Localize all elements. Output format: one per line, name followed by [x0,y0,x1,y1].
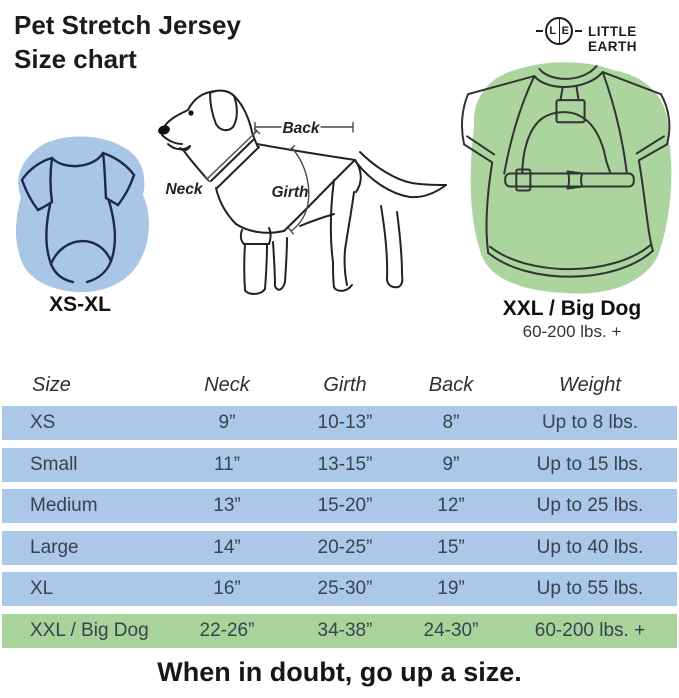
cell-neck: 9” [218,412,236,433]
cell-back: 12” [437,495,465,516]
logo-right-dash [575,30,582,32]
cell-size: Large [30,537,79,558]
cell-girth: 10-13” [317,412,373,433]
cell-weight: Up to 55 lbs. [536,578,644,599]
cell-weight: Up to 8 lbs. [541,412,639,433]
cell-girth: 20-25” [317,537,373,558]
small-shirt-fill-blob [16,137,149,293]
cell-neck: 11” [213,454,241,475]
cell-back: 8” [442,412,460,433]
small-shirt-label: XS-XL [49,293,111,316]
cell-girth: 15-20” [317,495,373,516]
cell-size: Small [30,454,78,475]
column-header-weight: Weight [559,374,621,396]
girth-measure-label: Girth [271,184,309,201]
cell-back: 9” [442,454,460,475]
dog-eye [188,110,193,115]
cell-size: XXL / Big Dog [30,620,149,641]
dog-ear [210,91,237,131]
cell-neck: 22-26” [199,620,255,641]
table-row-large [2,531,677,565]
big-shirt-illustration [452,60,678,296]
logo-monogram-l: L [549,25,557,37]
cell-weight: Up to 15 lbs. [536,454,644,475]
page-title [14,8,241,76]
cell-size: Medium [30,495,98,516]
brand-name: LITTLE EARTH [588,24,637,54]
logo-monogram-e: E [559,19,572,43]
big-shirt-label: XXL / Big Dog [502,297,642,320]
cell-neck: 16” [213,578,241,599]
cell-neck: 13” [213,495,241,516]
table-row-xs [2,406,677,440]
cell-back: 15” [437,537,465,558]
column-header-back: Back [428,374,474,396]
table-row-small [2,448,677,482]
table-header-row [2,372,677,398]
column-header-girth: Girth [323,374,367,396]
cell-size: XS [30,412,56,433]
table-row-xxl-big-dog [2,614,677,648]
back-measure-label: Back [282,120,320,137]
cell-girth: 34-38” [317,620,373,641]
cell-neck: 14” [213,537,241,558]
cell-back: 24-30” [423,620,479,641]
column-header-size: Size [32,374,71,396]
page-title-line1: Pet Stretch Jersey [14,10,241,40]
page-title-line2: Size chart [14,44,137,74]
column-header-neck: Neck [204,374,250,396]
cell-girth: 13-15” [317,454,373,475]
cell-back: 19” [437,578,465,599]
sizing-advice-note: When in doubt, go up a size. [157,657,522,687]
dog-measurement-illustration [150,80,460,300]
table-row-medium [2,489,677,523]
cell-weight: Up to 40 lbs. [536,537,644,558]
cell-weight: 60-200 lbs. + [534,620,646,641]
cell-girth: 25-30” [317,578,373,599]
neck-measure-label: Neck [165,181,203,198]
cell-size: XL [30,578,54,599]
logo-left-dash [536,30,543,32]
table-row-xl [2,572,677,606]
big-shirt-sublabel: 60-200 lbs. + [522,322,622,341]
small-shirt-illustration [5,133,155,293]
cell-weight: Up to 25 lbs. [536,495,644,516]
dog-nose [157,124,171,136]
brand-logo-icon [545,17,573,45]
